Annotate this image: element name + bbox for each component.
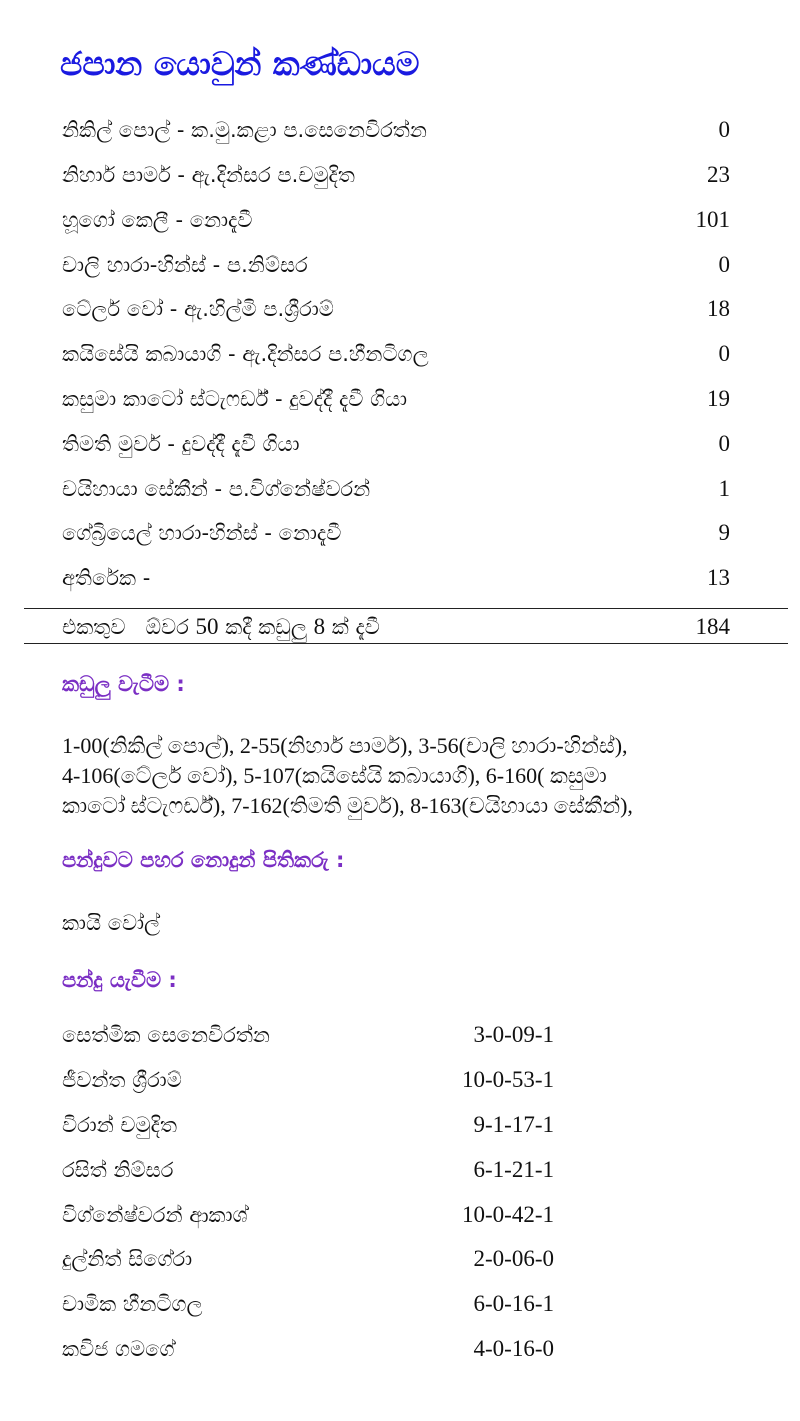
total-suffix: ක් දැවී — [331, 615, 380, 639]
bowler-name: විරාන් චමුදිත — [62, 1113, 177, 1137]
bowler-figures: 3-0-09-1 — [473, 1022, 554, 1047]
divider — [24, 608, 788, 609]
batsman-runs: 0 — [718, 431, 730, 456]
overs-value: 50 — [195, 614, 219, 639]
bowling-row — [62, 1200, 554, 1230]
bowler-name: චාමික හීනටිගල — [62, 1292, 203, 1316]
bowler-figures: 9-1-17-1 — [473, 1112, 554, 1137]
bowler-name: විග්නේෂ්වරන් ආකාශ් — [62, 1203, 248, 1227]
overs-label: ඕවර — [145, 615, 189, 639]
batting-row — [62, 474, 730, 504]
batting-row — [62, 205, 730, 235]
extras-runs: 13 — [707, 565, 730, 590]
batsman-dismissal: හූගෝ කෙලී - නොදැවී — [62, 208, 253, 232]
total-runs: 184 — [695, 614, 730, 639]
fow-heading: කඩුලු වැටීම : — [62, 672, 185, 696]
batsman-dismissal: තිමති මුවර් - දුවද්දී දැවී ගියා — [62, 432, 300, 456]
divider — [24, 643, 788, 644]
bowler-figures: 6-1-21-1 — [473, 1157, 554, 1182]
total-mid-text: කදී කඩුලු — [225, 615, 307, 639]
bowler-name: සෙත්මික සෙනෙවිරත්න — [62, 1023, 270, 1047]
batting-row — [62, 563, 730, 593]
bowling-row — [62, 1110, 554, 1140]
fow-text — [62, 731, 782, 821]
bowler-name: දුල්නිත් සිගේරා — [62, 1247, 193, 1271]
bowler-name: කවිජ ගමගේ — [62, 1337, 175, 1361]
bowler-figures: 2-0-06-0 — [473, 1246, 554, 1271]
batsman-runs: 9 — [718, 520, 730, 545]
batting-row — [62, 115, 730, 145]
batsman-dismissal: ටේලර් වෝ - ඇ.හිල්මි ප.ශ්‍රීරාම් — [62, 297, 334, 321]
wickets-value: 8 — [313, 614, 326, 639]
total-label: එකතුව — [62, 615, 126, 639]
batsman-dismissal: කසුමා කාටෝ ස්ටැෆර්ඩ් - දුවද්දී දැවී ගියා — [62, 387, 408, 411]
batsman-dismissal: නිකිල් පොල් - ක.මු.කළා ප.සෙනෙවිරත්න — [62, 118, 427, 142]
batting-row — [62, 518, 730, 548]
bowler-name: ජීවන්ත ශ්‍රීරාම් — [62, 1068, 182, 1092]
bowling-row — [62, 1065, 554, 1095]
bowler-figures: 10-0-42-1 — [462, 1202, 554, 1227]
bowling-row — [62, 1244, 554, 1274]
batting-row — [62, 339, 730, 369]
batsman-runs: 18 — [707, 296, 730, 321]
batting-row — [62, 384, 730, 414]
batsman-runs: 0 — [718, 117, 730, 142]
bowler-figures: 6-0-16-1 — [473, 1291, 554, 1316]
batsman-dismissal: චාලි හාරා-හින්ස් - ප.නිම්සර — [62, 253, 308, 277]
batsman-dismissal: චයිහායා සේකීන් - ප.විග්නේෂ්වරන් — [62, 477, 371, 501]
batsman-runs: 101 — [695, 207, 730, 232]
extras-label: අතිරේක - — [62, 566, 151, 590]
bowler-figures: 10-0-53-1 — [462, 1067, 554, 1092]
batsman-runs: 1 — [718, 476, 730, 501]
batsman-runs: 0 — [718, 252, 730, 277]
batsman-dismissal: ගේබ්‍රියෙල් හාරා-හින්ස් - නොදැවී — [62, 521, 342, 545]
bowler-name: රසිත් නිම්සර — [62, 1158, 174, 1182]
batsman-runs: 23 — [707, 162, 730, 187]
fow-line: 4-106(ටේලර් වෝ), 5-107(කයිසේයි කබායාගි), 6-160( කසුමා — [62, 763, 607, 788]
total-row — [62, 612, 730, 642]
bowling-row — [62, 1020, 554, 1050]
dnb-heading: පන්දුවට පහර නොදුන් පිතිකරු : — [62, 848, 345, 872]
page-title: ජපාන යොවුන් කණ්ඩායම — [60, 44, 420, 83]
batsman-runs: 19 — [707, 386, 730, 411]
fow-line: 1-00(නිකිල් පොල්), 2-55(නිහාර් පාමර්), 3-56(චාලි හාරා-හින්ස්), — [62, 733, 628, 758]
batsman-dismissal: කයිසේයි කබායාගි - ඇ.දින්සර ප.හීනටිගල — [62, 342, 429, 366]
batting-row — [62, 429, 730, 459]
batsman-dismissal: නිහාර් පාමර් - ඇ.දින්සර ප.චමුදිත — [62, 163, 355, 187]
batting-row — [62, 294, 730, 324]
batting-row — [62, 160, 730, 190]
bowling-row — [62, 1155, 554, 1185]
batting-row — [62, 250, 730, 280]
bowling-row — [62, 1334, 554, 1364]
batsman-runs: 0 — [718, 341, 730, 366]
bowling-heading: පන්දු යැවීම : — [62, 968, 177, 992]
dnb-players: කායි වෝල් — [62, 911, 161, 935]
bowler-figures: 4-0-16-0 — [473, 1336, 554, 1361]
bowling-row — [62, 1289, 554, 1319]
fow-line: කාටෝ ස්ටැෆර්ඩ්), 7-162(තිමති මුවර්), 8-163(චයිහායා සේකීන්), — [62, 793, 633, 818]
